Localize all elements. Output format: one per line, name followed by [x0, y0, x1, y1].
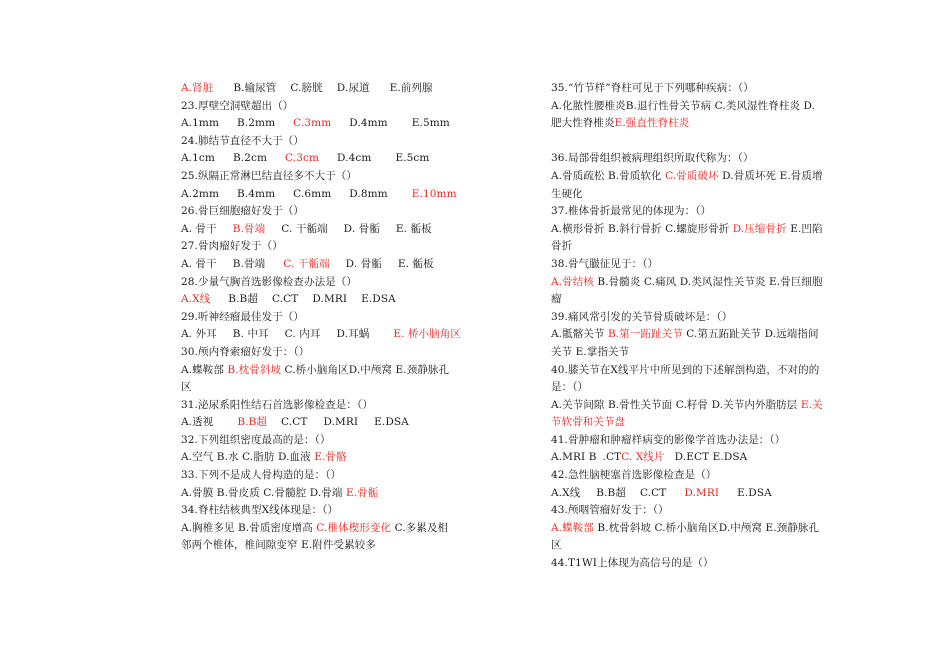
option-d: D.关节内外脂肪层: [711, 398, 798, 411]
option-a: A. 外耳: [181, 328, 217, 341]
option-c: C.CT: [281, 416, 308, 429]
option-b: B.斜行骨折: [607, 222, 662, 235]
spacer: [551, 133, 864, 151]
option-e-answer: E.关: [800, 398, 823, 411]
option-a: A.蝶鞍部: [181, 363, 224, 376]
option-e: E.附件受累较多: [301, 539, 376, 552]
q37-options-line2: 骨折: [551, 240, 573, 253]
option-c: C.籽骨: [675, 398, 709, 411]
q26-question: 26.骨巨细胞瘤好发于（）: [181, 205, 304, 218]
option-d-answer: D.MRI: [684, 486, 720, 499]
option-d: D.4cm: [337, 152, 372, 165]
option-b: B.枕骨斜坡: [597, 521, 652, 534]
option-b-answer: B.第一跖趾关节: [607, 328, 683, 341]
option-d: D.8mm: [349, 187, 388, 200]
option-c-answer: C.骨质破坏: [665, 169, 719, 182]
option-d-cont: 肥大性脊椎炎: [551, 117, 615, 130]
option-b: B.骨皮质: [216, 486, 260, 499]
option-b: B: [588, 451, 597, 464]
option-d: D.4mm: [349, 117, 388, 130]
option-d: D.中颅窝: [718, 521, 763, 534]
q39-question: 39.痛风常引发的关节骨质破坏是：（）: [551, 310, 733, 323]
option-c: C.CT: [639, 486, 667, 499]
option-a-answer: A.肾脏: [181, 82, 214, 94]
option-d: D.尿道: [336, 82, 370, 94]
option-a: A.骨质疏松: [551, 169, 605, 182]
q38-question: 38.骨气臌征见于：（）: [551, 257, 659, 270]
option-b: B.2mm: [237, 117, 276, 130]
q38-options-line2: 瘤: [551, 293, 562, 306]
option-e: E.骨质增: [779, 169, 823, 182]
q40-options-line1: [551, 397, 864, 415]
q28-options: [181, 291, 503, 309]
option-d: D.骨质坏死: [722, 169, 777, 182]
option-e-answer: E. 桥小脑角区: [393, 328, 461, 341]
q32-options: [181, 449, 503, 467]
option-e: E.颈静脉孔: [395, 363, 450, 376]
option-a: A.骶髂关节: [551, 328, 605, 341]
option-a: A.胸椎多见: [181, 521, 235, 534]
option-e: E.骨巨细胞: [769, 275, 823, 288]
option-d: D.中颅窝: [348, 363, 393, 376]
option-b: B.退行性骨关节病: [625, 99, 712, 112]
q43-options-line2: 区: [551, 539, 562, 552]
option-d: D.耳蜗: [336, 328, 370, 341]
option-a: A. 骨干: [181, 257, 217, 270]
q43-question: 43.颅咽管瘤好发于：（）: [551, 504, 669, 517]
option-b: B.骨端: [232, 257, 266, 270]
option-d-answer: D.压缩骨折: [732, 222, 787, 235]
q42-options: [551, 485, 864, 503]
option-e: E.5cm: [395, 152, 430, 165]
option-c: C.第五跖趾关节: [686, 328, 762, 341]
option-e: E.凹陷: [790, 222, 823, 235]
q33-question: 33.下列不是成人骨构造的是：（）: [181, 469, 342, 482]
option-b: B.骨性关节面: [607, 398, 673, 411]
q26-options: [181, 221, 503, 239]
option-a: A.MRI: [551, 451, 586, 464]
option-b-answer: B.B超: [237, 416, 267, 429]
q39-options-line1: [551, 326, 864, 344]
option-c-answer: C. 干骺端: [283, 257, 330, 270]
option-a: A.2mm: [181, 187, 220, 200]
q27-options: [181, 256, 503, 274]
q28-question: 28.少量气胸首选影像检查办法是（）: [181, 275, 357, 288]
option-b: B.4mm: [237, 187, 276, 200]
q33-options: [181, 485, 503, 503]
q36-options-line1: [551, 168, 864, 186]
option-c: C.桥小脑角区: [654, 521, 719, 534]
q32-question: 32.下列组织密度最高的是：（）: [181, 433, 331, 446]
q40-options-line2: 节软骨和关节盘: [551, 416, 626, 429]
option-a: A.1mm: [181, 117, 220, 130]
q42-question: 42.急性脑梗塞首选影像检查是（）: [551, 469, 717, 482]
option-c: C.类风湿性脊柱炎: [714, 99, 801, 112]
q24-question: 24.肺结节直径不大于（）: [181, 134, 304, 147]
q23-options: [181, 115, 503, 133]
option-b: B.B超: [228, 293, 258, 306]
option-e-answer: E.强直性脊柱炎: [614, 117, 690, 130]
q34-options-line2: [181, 537, 503, 555]
option-c: C.痛风: [643, 275, 677, 288]
q37-options-line1: [551, 221, 864, 239]
option-c: C. 干骺端: [281, 222, 328, 235]
q35-question: 35.“竹节样”脊柱可见于下列哪种疾病：（）: [551, 82, 754, 94]
option-d: C.多累及相: [394, 521, 449, 534]
option-e-answer: E.10mm: [411, 187, 457, 200]
option-d: D. 骨骺: [345, 257, 382, 270]
option-e: E.掌指关节: [575, 345, 630, 358]
q23-question: 23.厚壁空洞壁超出（）: [181, 99, 294, 112]
option-a-answer: A.X线: [181, 293, 211, 306]
q39-options-line2: [551, 344, 864, 362]
q36-options-line2: 生硬化: [551, 187, 583, 200]
option-e: E. 骺板: [395, 222, 432, 235]
option-d: D.MRI: [312, 293, 348, 306]
option-d: D.ECT: [674, 451, 710, 464]
option-c: C.6mm: [293, 187, 332, 200]
option-b: B. 中耳: [232, 328, 269, 341]
option-b: B.骨髓炎: [597, 275, 641, 288]
option-e: E.5mm: [411, 117, 450, 130]
q27-question: 27.骨肉瘤好发于（）: [181, 240, 283, 253]
q25-options: [181, 186, 503, 204]
option-c: C.桥小脑角区: [284, 363, 349, 376]
option-a: A.化脓性腰椎炎: [551, 99, 626, 112]
option-b-answer: B.枕骨斜坡: [227, 363, 282, 376]
q25-question: 25.纵隔正常淋巴结直径多不大于（）: [181, 169, 357, 182]
option-d: D.血液: [277, 451, 311, 464]
option-d: D. 骨骺: [343, 222, 380, 235]
option-d: D.MRI: [323, 416, 359, 429]
option-a: A.关节间隙: [551, 398, 605, 411]
option-c-answer-text: C. X线片: [621, 451, 665, 464]
option-c-answer: C.3cm: [285, 152, 320, 165]
option-a: A.空气: [181, 451, 214, 464]
q40-question-line1: 40.膝关节在X线平片中所见到的下述解剖构造，不对的的: [551, 363, 820, 376]
q30-options-line1: [181, 362, 503, 380]
option-b: B.骨质密度增高: [237, 521, 313, 534]
q29-options: [181, 326, 503, 344]
q31-question: 31.泌尿系阳性结石首选影像检查是：（）: [181, 398, 373, 411]
option-e: E.DSA: [712, 451, 748, 464]
q36-question: 36.局部骨组织被病理组织所取代称为：（）: [551, 152, 754, 165]
option-e: E. 骺板: [397, 257, 434, 270]
option-e: E.DSA: [361, 293, 396, 306]
q30-options-line2: 区: [181, 381, 192, 394]
left-column: [181, 80, 503, 555]
option-a: A.横形骨折: [551, 222, 605, 235]
q30-question: 30.颅内脊索瘤好发于：（）: [181, 345, 310, 358]
option-e-answer: E.骨骺: [346, 486, 379, 499]
option-e: E.DSA: [374, 416, 409, 429]
q29-question: 29.听神经瘤最佳发于（）: [181, 310, 304, 323]
q34-question: 34.脊柱结核典型X线体现是：（）: [181, 504, 339, 517]
q41-options: [551, 449, 864, 467]
q44-question: 44.T1WI上体现为高信号的是（）: [551, 557, 714, 570]
option-a-answer: A.蝶鞍部: [551, 521, 594, 534]
q43-options-line1: [551, 520, 864, 538]
option-c: C.骨髓腔: [263, 486, 307, 499]
right-column: [551, 80, 864, 573]
option-c: .CT: [602, 451, 622, 464]
option-a: A.透视: [181, 416, 214, 429]
q40-question-line2: 是：（）: [551, 381, 589, 394]
option-c: C.膀胱: [290, 82, 323, 94]
option-d: D.类风湿性关节炎: [679, 275, 766, 288]
option-c-answer: C.椎体楔形变化: [316, 521, 392, 534]
option-e: E.前列腺: [389, 82, 433, 94]
q24-options: [181, 150, 503, 168]
q37-question: 37.椎体骨折最常见的体现为：（）: [551, 205, 712, 218]
option-b-answer: B.骨端: [232, 222, 266, 235]
option-c: C.CT: [271, 293, 299, 306]
option-b: B.骨质软化: [607, 169, 662, 182]
option-d: D.远端指间: [764, 328, 819, 341]
option-c: C. 内耳: [284, 328, 321, 341]
option-c: C.螺旋形骨折: [665, 222, 730, 235]
option-d: D.: [803, 99, 816, 112]
option-b: B.B超: [596, 486, 626, 499]
q34-options-line1: [181, 520, 503, 538]
option-a: A.X线: [551, 486, 581, 499]
q38-options-line1: [551, 274, 864, 292]
option-e-answer: E.骨骼: [314, 451, 347, 464]
option-d-cont: 邻两个椎体，椎间隙变窄: [181, 539, 298, 552]
option-b: B.水: [216, 451, 239, 464]
option-c: C.脂肪: [242, 451, 275, 464]
option-e: E.DSA: [737, 486, 772, 499]
option-d-cont: 关节: [551, 345, 573, 358]
q22-options: [181, 80, 503, 98]
option-d: D.骨端: [309, 486, 343, 499]
option-b: B.2cm: [232, 152, 268, 165]
option-a: A.骨膜: [181, 486, 214, 499]
q31-options: [181, 414, 503, 432]
option-c-answer: C.3mm: [293, 117, 332, 130]
option-a: A.1cm: [181, 152, 215, 165]
option-b: B.输尿管: [233, 82, 277, 94]
option-a-answer: A.骨结核: [551, 275, 594, 288]
option-e: E.颈静脉孔: [765, 521, 820, 534]
q41-question: 41.骨肿瘤和肿瘤样病变的影像学首选办法是：（）: [551, 433, 786, 446]
option-a: A. 骨干: [181, 222, 217, 235]
q35-options-line2: [551, 115, 864, 133]
q35-options-line1: [551, 98, 864, 116]
